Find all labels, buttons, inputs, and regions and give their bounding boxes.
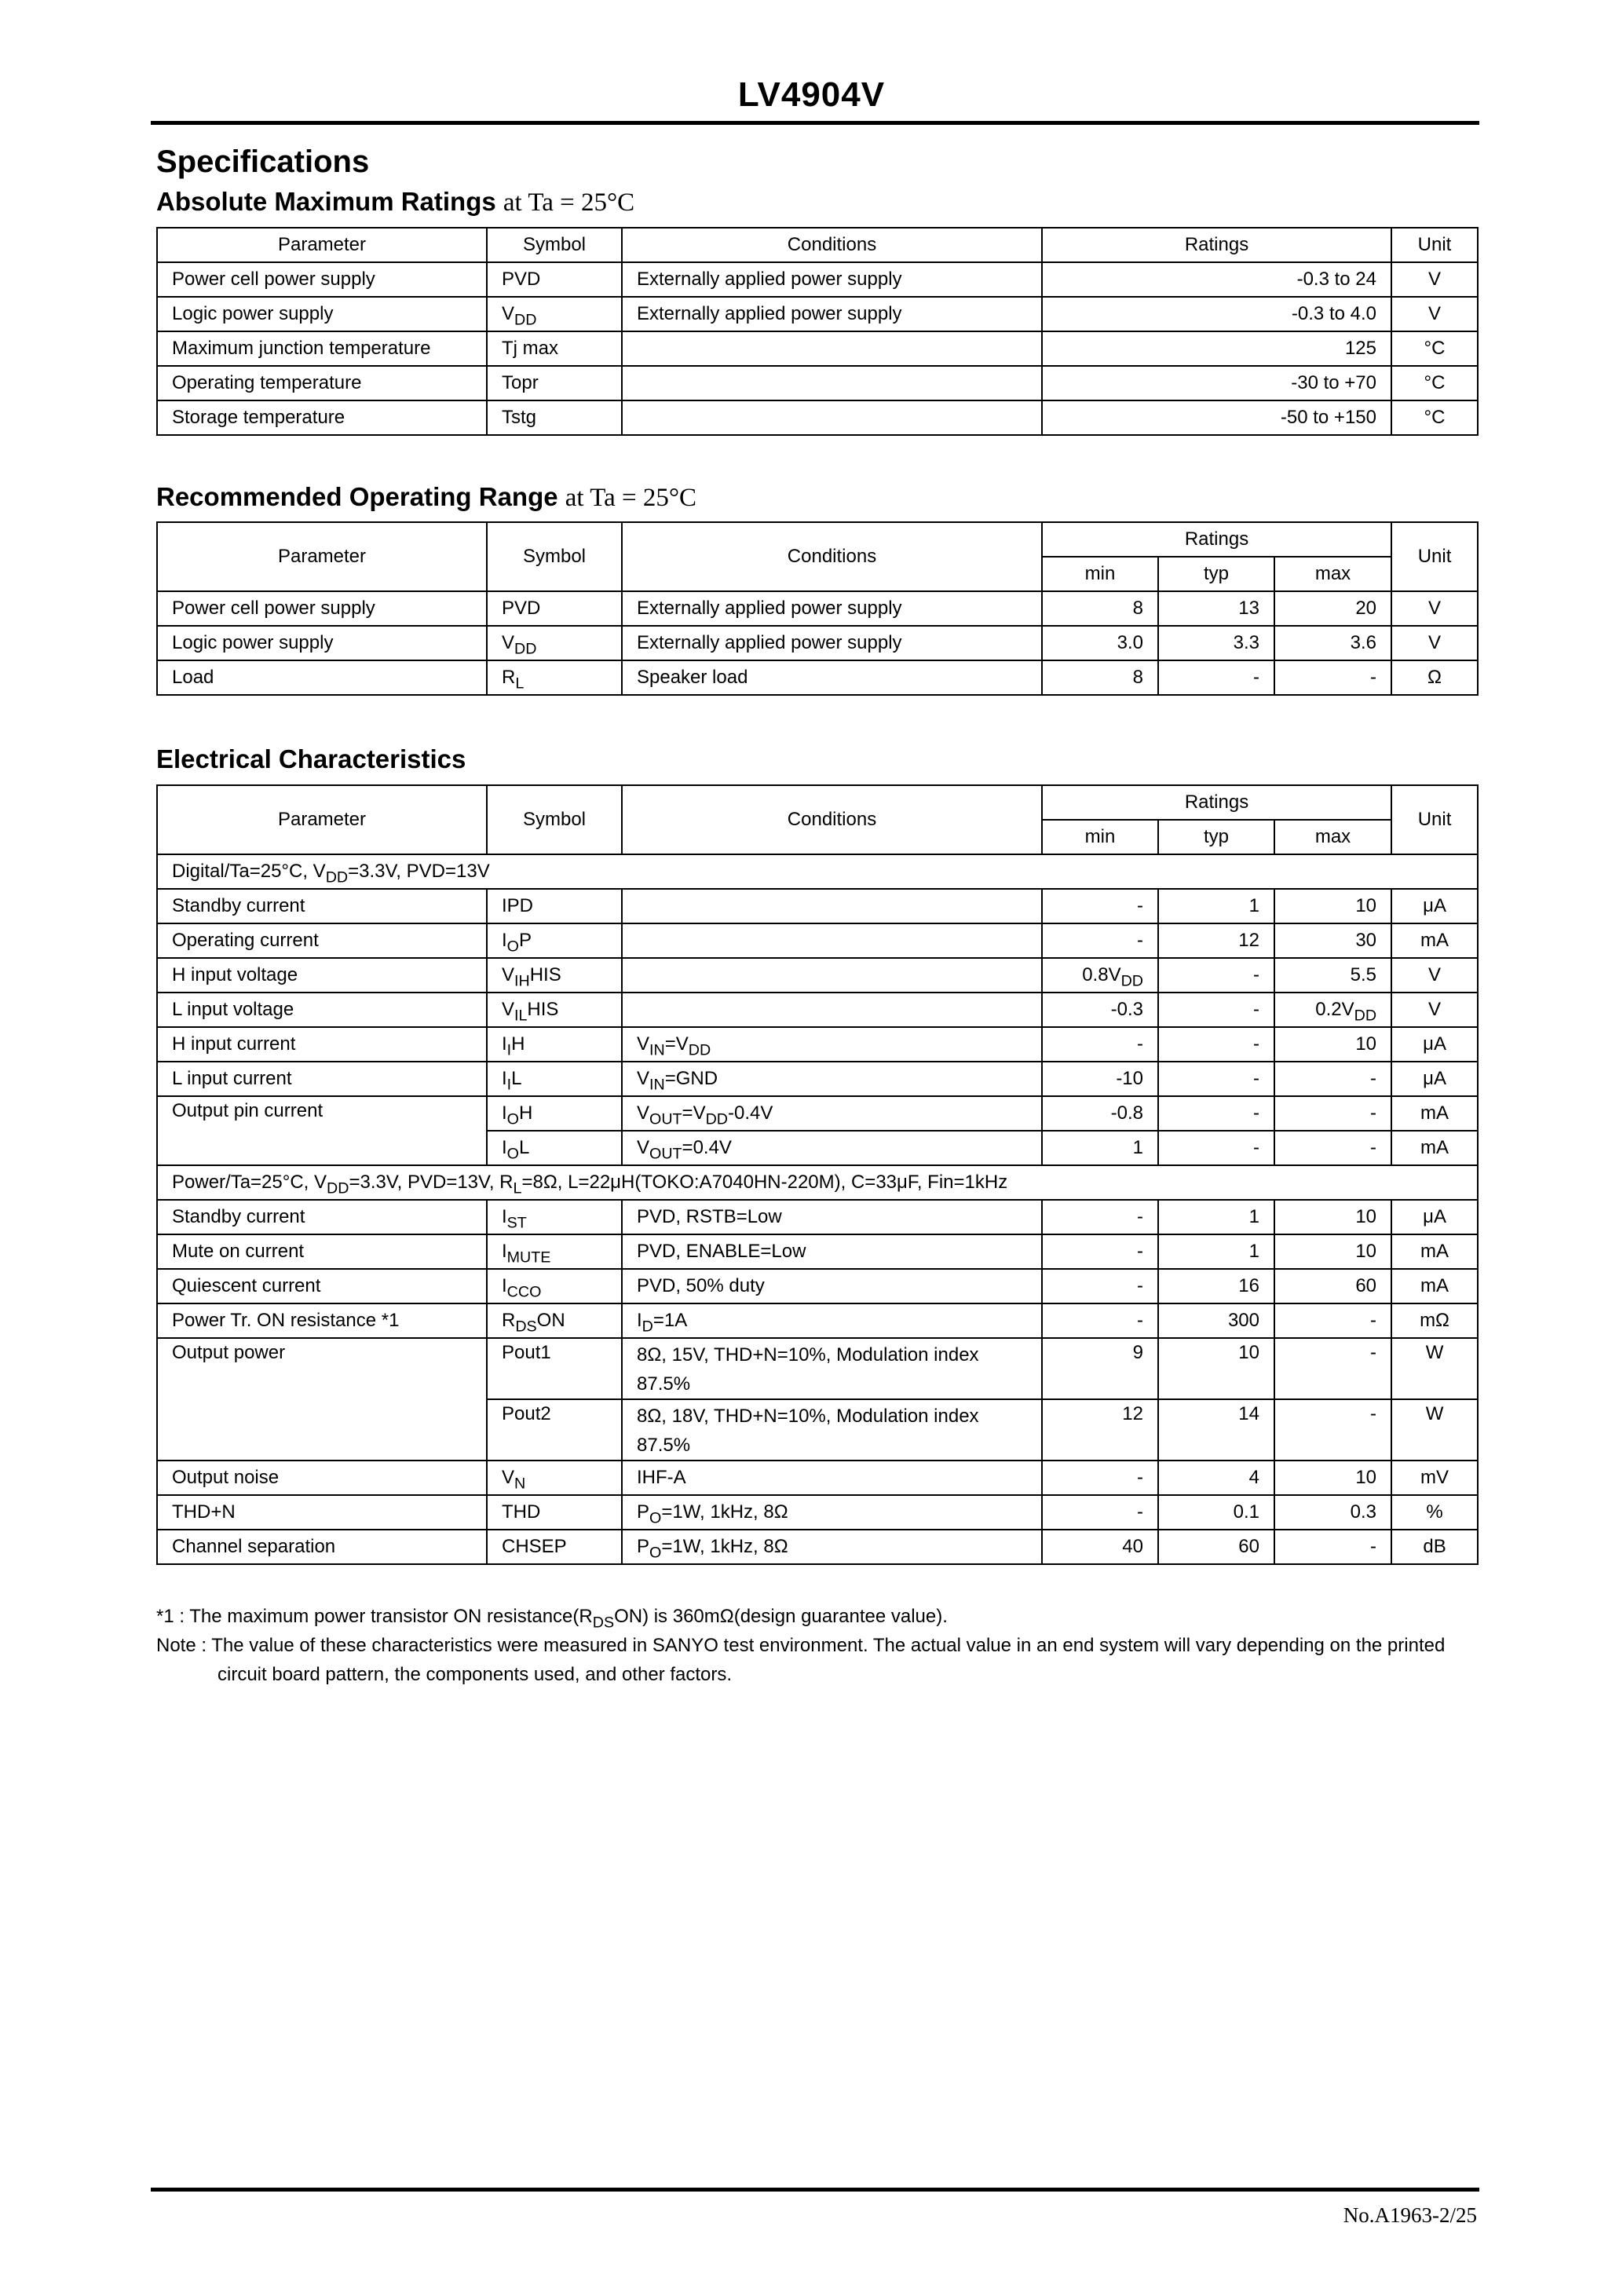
- cell-unit: μA: [1391, 1062, 1478, 1096]
- header-min: min: [1042, 557, 1158, 591]
- cell-conditions: $V_{OUT}=0.4V$: [622, 1131, 1042, 1165]
- cell-max: 3.6: [1274, 626, 1391, 660]
- cell-param: Power Tr. ON resistance *1: [157, 1303, 487, 1338]
- cell-unit: mV: [1391, 1461, 1478, 1495]
- cell-typ: 12: [1158, 923, 1274, 958]
- cell-param: Output noise: [157, 1461, 487, 1495]
- header-parameter: Parameter: [157, 228, 487, 262]
- digital-test-conditions: Digital/Ta=25°C, $V_{DD}=3.3V$, PVD=13V: [157, 854, 1478, 889]
- cell-unit: dB: [1391, 1530, 1478, 1564]
- cell-rating: -0.3 to 4.0: [1042, 297, 1391, 331]
- header-parameter: Parameter: [157, 522, 487, 591]
- cell-conditions: [622, 923, 1042, 958]
- amr-title: Absolute Maximum Ratings at Ta = 25°C: [156, 187, 635, 217]
- cell-max: -: [1274, 1530, 1391, 1564]
- cell-unit: mA: [1391, 1131, 1478, 1165]
- cell-unit: °C: [1391, 400, 1478, 435]
- cell-typ: 14: [1158, 1399, 1274, 1461]
- header-typ: typ: [1158, 557, 1274, 591]
- cell-conditions: PVD, 50% duty: [622, 1269, 1042, 1303]
- cell-conditions: $P_O=1W$, 1kHz, 8Ω: [622, 1530, 1042, 1564]
- cell-conditions: $V_{IN}=GND$: [622, 1062, 1042, 1096]
- cell-param: L input voltage: [157, 993, 487, 1027]
- cell-min: -0.8: [1042, 1096, 1158, 1131]
- header-parameter: Parameter: [157, 785, 487, 854]
- header-unit: Unit: [1391, 785, 1478, 854]
- cell-symbol: CHSEP: [487, 1530, 622, 1564]
- cell-max: 30: [1274, 923, 1391, 958]
- cell-unit: W: [1391, 1338, 1478, 1399]
- cell-max: -: [1274, 1399, 1391, 1461]
- cell-conditions: [622, 889, 1042, 923]
- cell-typ: -: [1158, 1027, 1274, 1062]
- table-row: [157, 1269, 1478, 1303]
- cell-conditions: 8Ω, 18V, THD+N=10%, Modulation index 87.5%: [622, 1399, 1042, 1461]
- cell-param: Standby current: [157, 1200, 487, 1234]
- cell-max: -: [1274, 660, 1391, 695]
- cell-min: 3.0: [1042, 626, 1158, 660]
- header-symbol: Symbol: [487, 522, 622, 591]
- cell-symbol: $V_{DD}$: [487, 297, 622, 331]
- cell-typ: 10: [1158, 1338, 1274, 1399]
- cell-conditions: IHF-A: [622, 1461, 1042, 1495]
- cell-max: 10: [1274, 1200, 1391, 1234]
- cell-typ: 0.1: [1158, 1495, 1274, 1530]
- cell-conditions: PVD, ENABLE=Low: [622, 1234, 1042, 1269]
- cell-min: -: [1042, 923, 1158, 958]
- cell-unit: μA: [1391, 889, 1478, 923]
- cell-max: 10: [1274, 1461, 1391, 1495]
- cell-typ: 1: [1158, 889, 1274, 923]
- section-row-power: [157, 1165, 1478, 1200]
- cell-param: Maximum junction temperature: [157, 331, 487, 366]
- cell-symbol: Tstg: [487, 400, 622, 435]
- table-row: [157, 958, 1478, 993]
- cell-typ: -: [1158, 660, 1274, 695]
- cell-conditions: Externally applied power supply: [622, 262, 1042, 297]
- cell-conditions: PVD, RSTB=Low: [622, 1200, 1042, 1234]
- cell-symbol: $I_{CCO}$: [487, 1269, 622, 1303]
- cell-symbol: $I_OL$: [487, 1131, 622, 1165]
- cell-rating: -0.3 to 24: [1042, 262, 1391, 297]
- cell-min: -: [1042, 1303, 1158, 1338]
- cell-unit: mA: [1391, 1234, 1478, 1269]
- absolute-maximum-ratings-table: [156, 227, 1479, 436]
- cell-unit: V: [1391, 297, 1478, 331]
- cell-conditions: Externally applied power supply: [622, 591, 1042, 626]
- cell-unit: °C: [1391, 331, 1478, 366]
- cell-typ: -: [1158, 993, 1274, 1027]
- cell-min: 40: [1042, 1530, 1158, 1564]
- table-row: [157, 1338, 1478, 1399]
- table-row: [157, 889, 1478, 923]
- cell-typ: -: [1158, 1096, 1274, 1131]
- header-conditions: Conditions: [622, 228, 1042, 262]
- cell-unit: V: [1391, 993, 1478, 1027]
- cell-typ: 1: [1158, 1200, 1274, 1234]
- table-row: [157, 993, 1478, 1027]
- cell-min: 12: [1042, 1399, 1158, 1461]
- cell-symbol: Pout2: [487, 1399, 622, 1461]
- table-row: [157, 1303, 1478, 1338]
- cell-unit: mA: [1391, 1269, 1478, 1303]
- document-number: No.A1963-2/25: [1343, 2203, 1477, 2227]
- ror-condition: at Ta = 25°C: [565, 484, 697, 512]
- cell-min: -: [1042, 889, 1158, 923]
- cell-symbol: $R_{DS}ON$: [487, 1303, 622, 1338]
- cell-typ: 1: [1158, 1234, 1274, 1269]
- table-header-row: [157, 785, 1478, 820]
- cell-min: -: [1042, 1461, 1158, 1495]
- table-row: [157, 626, 1478, 660]
- cell-param: Channel separation: [157, 1530, 487, 1564]
- cell-conditions: [622, 331, 1042, 366]
- cell-conditions: Speaker load: [622, 660, 1042, 695]
- header-typ: typ: [1158, 820, 1274, 854]
- header-min: min: [1042, 820, 1158, 854]
- table-row: [157, 1096, 1478, 1131]
- header-max: max: [1274, 557, 1391, 591]
- header-ratings: Ratings: [1042, 522, 1391, 557]
- cell-symbol: $V_{IH}HIS$: [487, 958, 622, 993]
- header-ratings: Ratings: [1042, 228, 1391, 262]
- cell-param: Mute on current: [157, 1234, 487, 1269]
- header-symbol: Symbol: [487, 785, 622, 854]
- cell-typ: 4: [1158, 1461, 1274, 1495]
- cell-conditions: 8Ω, 15V, THD+N=10%, Modulation index 87.5%: [622, 1338, 1042, 1399]
- note-line-2: circuit board pattern, the components used, and other factors.: [217, 1664, 733, 1685]
- note-line-1: Note : The value of these characteristics were measured in SANYO test environment. The actual value in an end system will vary depending on the printed: [156, 1635, 1446, 1656]
- cell-max: $0.2V_{DD}$: [1274, 993, 1391, 1027]
- cell-symbol: $R_L$: [487, 660, 622, 695]
- cell-typ: -: [1158, 958, 1274, 993]
- cell-typ: 3.3: [1158, 626, 1274, 660]
- cell-typ: -: [1158, 1062, 1274, 1096]
- table-row: [157, 366, 1478, 400]
- cell-typ: 300: [1158, 1303, 1274, 1338]
- cell-conditions: [622, 366, 1042, 400]
- table-row: [157, 1027, 1478, 1062]
- cell-rating: -30 to +70: [1042, 366, 1391, 400]
- cell-symbol: $I_OH$: [487, 1096, 622, 1131]
- cell-max: -: [1274, 1096, 1391, 1131]
- cell-unit: μA: [1391, 1200, 1478, 1234]
- header-conditions: Conditions: [622, 522, 1042, 591]
- page-title: LV4904V: [737, 75, 886, 114]
- cell-conditions: [622, 400, 1042, 435]
- cell-conditions: Externally applied power supply: [622, 626, 1042, 660]
- electrical-characteristics-table: [156, 784, 1479, 1565]
- cell-param: Storage temperature: [157, 400, 487, 435]
- cell-symbol: IPD: [487, 889, 622, 923]
- cell-symbol: Tj max: [487, 331, 622, 366]
- cell-param: Quiescent current: [157, 1269, 487, 1303]
- ec-title: Electrical Characteristics: [156, 744, 466, 773]
- cell-conditions: Externally applied power supply: [622, 297, 1042, 331]
- cell-symbol: $V_{DD}$: [487, 626, 622, 660]
- footer-rule: [151, 2188, 1479, 2192]
- cell-symbol: Topr: [487, 366, 622, 400]
- cell-param: Operating temperature: [157, 366, 487, 400]
- cell-param: H input voltage: [157, 958, 487, 993]
- table-row: [157, 591, 1478, 626]
- cell-min: 1: [1042, 1131, 1158, 1165]
- cell-symbol: $I_IH$: [487, 1027, 622, 1062]
- cell-symbol: $I_OP$: [487, 923, 622, 958]
- header-rule: [151, 121, 1479, 125]
- cell-unit: mA: [1391, 923, 1478, 958]
- cell-conditions: [622, 993, 1042, 1027]
- cell-unit: V: [1391, 591, 1478, 626]
- cell-typ: -: [1158, 1131, 1274, 1165]
- cell-symbol: THD: [487, 1495, 622, 1530]
- table-row: [157, 1495, 1478, 1530]
- cell-unit: mA: [1391, 1096, 1478, 1131]
- cell-max: -: [1274, 1062, 1391, 1096]
- cell-symbol: $V_N$: [487, 1461, 622, 1495]
- header-max: max: [1274, 820, 1391, 854]
- header-unit: Unit: [1391, 228, 1478, 262]
- cell-param: Logic power supply: [157, 626, 487, 660]
- cell-conditions: $I_D=1A$: [622, 1303, 1042, 1338]
- cell-param: Output pin current: [157, 1096, 487, 1165]
- recommended-operating-range-table: [156, 521, 1479, 696]
- cell-unit: μA: [1391, 1027, 1478, 1062]
- cell-min: 9: [1042, 1338, 1158, 1399]
- cell-param: Load: [157, 660, 487, 695]
- cell-typ: 16: [1158, 1269, 1274, 1303]
- cell-param: Logic power supply: [157, 297, 487, 331]
- cell-unit: V: [1391, 626, 1478, 660]
- footnote-1: *1 : The maximum power transistor ON $resistance(R_{DS}ON)$ is 360mΩ(design guarantee value).: [156, 1606, 948, 1632]
- cell-rating: -50 to +150: [1042, 400, 1391, 435]
- table-row: [157, 1200, 1478, 1234]
- cell-max: 20: [1274, 591, 1391, 626]
- table-row: [157, 660, 1478, 695]
- table-row: [157, 331, 1478, 366]
- cell-unit: V: [1391, 958, 1478, 993]
- cell-max: 60: [1274, 1269, 1391, 1303]
- cell-symbol: $V_{IL}HIS$: [487, 993, 622, 1027]
- table-header-row: [157, 522, 1478, 557]
- cell-min: -: [1042, 1495, 1158, 1530]
- cell-param: Operating current: [157, 923, 487, 958]
- cell-param: L input current: [157, 1062, 487, 1096]
- table-row: [157, 297, 1478, 331]
- cell-max: 10: [1274, 1234, 1391, 1269]
- table-header-row: [157, 228, 1478, 262]
- cell-symbol: $I_IL$: [487, 1062, 622, 1096]
- table-row: [157, 1461, 1478, 1495]
- cell-min: -10: [1042, 1062, 1158, 1096]
- notes: [156, 1602, 1483, 1689]
- cell-min: -: [1042, 1234, 1158, 1269]
- power-test-conditions: Power/Ta=25°C, $V_{DD}=3.3V$, PVD=13V, $R_L=8\Omega$, L=22μH(TOKO:A7040HN-220M), C=33μF, Fin=1kHz: [157, 1165, 1478, 1200]
- cell-symbol: $I_{ST}$: [487, 1200, 622, 1234]
- cell-max: 10: [1274, 889, 1391, 923]
- cell-min: -: [1042, 1200, 1158, 1234]
- cell-rating: 125: [1042, 331, 1391, 366]
- table-row: [157, 1530, 1478, 1564]
- cell-param: H input current: [157, 1027, 487, 1062]
- header-ratings: Ratings: [1042, 785, 1391, 820]
- table-row: [157, 400, 1478, 435]
- cell-typ: 60: [1158, 1530, 1274, 1564]
- ror-title: Recommended Operating Range at Ta = 25°C: [156, 482, 697, 512]
- cell-max: -: [1274, 1303, 1391, 1338]
- cell-min: -0.3: [1042, 993, 1158, 1027]
- cell-max: 10: [1274, 1027, 1391, 1062]
- cell-symbol: PVD: [487, 262, 622, 297]
- cell-symbol: PVD: [487, 591, 622, 626]
- cell-param: Power cell power supply: [157, 262, 487, 297]
- amr-condition: at Ta = 25°C: [503, 188, 635, 217]
- cell-min: -: [1042, 1027, 1158, 1062]
- cell-conditions: $V_{IN}=V_{DD}$: [622, 1027, 1042, 1062]
- header-symbol: Symbol: [487, 228, 622, 262]
- cell-unit: Ω: [1391, 660, 1478, 695]
- cell-min: $0.8V_{DD}$: [1042, 958, 1158, 993]
- cell-symbol: $I_{MUTE}$: [487, 1234, 622, 1269]
- cell-conditions: $V_{OUT}=V_{DD}-0.4V$: [622, 1096, 1042, 1131]
- table-row: [157, 923, 1478, 958]
- cell-max: -: [1274, 1338, 1391, 1399]
- table-row: [157, 1234, 1478, 1269]
- cell-max: 5.5: [1274, 958, 1391, 993]
- cell-min: -: [1042, 1269, 1158, 1303]
- cell-unit: °C: [1391, 366, 1478, 400]
- cell-min: 8: [1042, 660, 1158, 695]
- section-row-digital: [157, 854, 1478, 889]
- cell-min: 8: [1042, 591, 1158, 626]
- cell-conditions: $P_O=1W$, 1kHz, 8Ω: [622, 1495, 1042, 1530]
- section-title: Specifications: [156, 144, 370, 179]
- cell-max: -: [1274, 1131, 1391, 1165]
- cell-unit: V: [1391, 262, 1478, 297]
- table-row: [157, 262, 1478, 297]
- cell-param: Standby current: [157, 889, 487, 923]
- cell-param: Power cell power supply: [157, 591, 487, 626]
- cell-unit: %: [1391, 1495, 1478, 1530]
- cell-conditions: [622, 958, 1042, 993]
- cell-symbol: Pout1: [487, 1338, 622, 1399]
- cell-param: THD+N: [157, 1495, 487, 1530]
- cell-typ: 13: [1158, 591, 1274, 626]
- cell-unit: W: [1391, 1399, 1478, 1461]
- header-conditions: Conditions: [622, 785, 1042, 854]
- cell-max: 0.3: [1274, 1495, 1391, 1530]
- cell-unit: mΩ: [1391, 1303, 1478, 1338]
- table-row: [157, 1062, 1478, 1096]
- cell-param: Output power: [157, 1338, 487, 1461]
- header-unit: Unit: [1391, 522, 1478, 591]
